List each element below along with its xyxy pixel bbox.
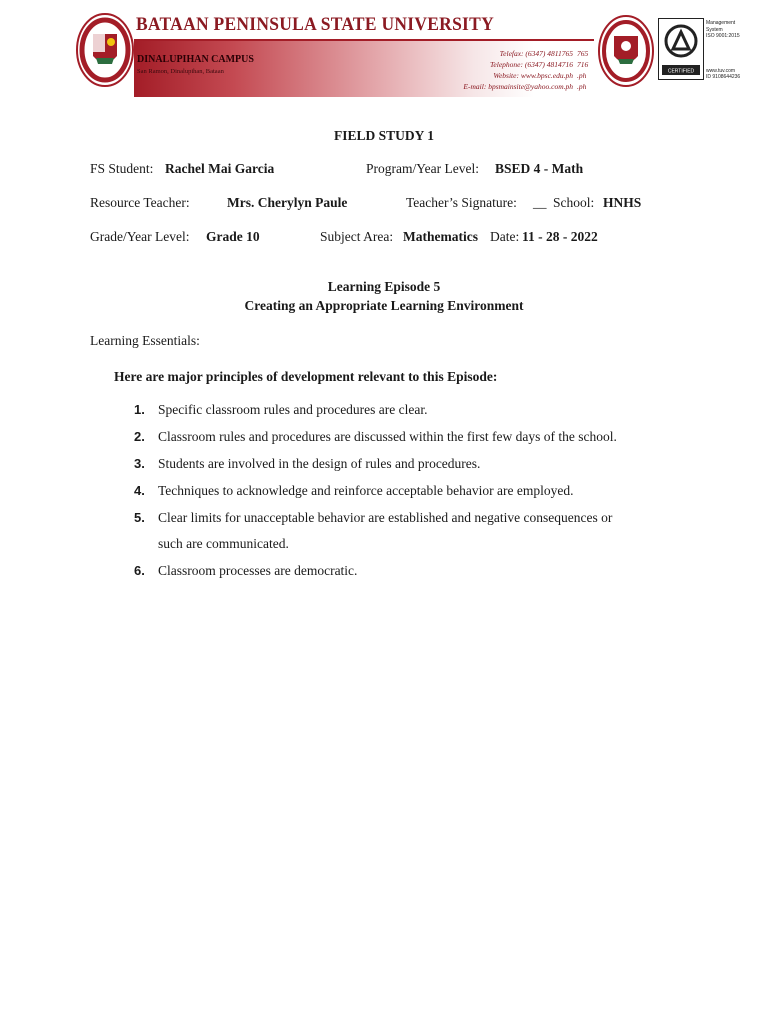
grade-value: Grade 10: [206, 229, 260, 244]
signature-value: __: [533, 195, 547, 210]
list-number: 6.: [134, 563, 145, 578]
list-number: 4.: [134, 483, 145, 498]
iso-cert-text: Management System ISO 9001:2015 www.tuv.com ID 9108644236: [706, 20, 741, 80]
letterhead: [74, 10, 750, 98]
program-label: Program/Year Level:: [366, 161, 479, 176]
contact-fragments: [577, 48, 588, 92]
campus-address: San Ramon, Dinalupihan, Bataan: [137, 68, 224, 75]
date-value: 11 - 28 - 2022: [522, 229, 598, 244]
date-label: Date:: [490, 229, 520, 244]
school-value: HNHS: [603, 195, 642, 210]
contact-email: E-mail: bpsmainsite@yahoo.com.ph: [463, 82, 573, 91]
contact-fragment: 716: [577, 60, 589, 69]
contact-website: Website: www.bpsc.edu.ph: [493, 71, 573, 80]
resource-teacher-value: Mrs. Cherylyn Paule: [227, 195, 348, 210]
campus-name: DINALUPIHAN CAMPUS: [137, 54, 254, 65]
grade-label: Grade/Year Level:: [90, 229, 190, 244]
list-text: Specific classroom rules and procedures are clear.: [158, 402, 428, 417]
document-title: FIELD STUDY 1: [333, 128, 435, 143]
university-seal-icon: [76, 12, 134, 88]
program-value: BSED 4 - Math: [495, 161, 584, 176]
principles-heading: Here are major principles of development relevant to this Episode:: [114, 369, 498, 384]
episode-title: Learning Episode 5: [327, 279, 441, 294]
resource-teacher-label: Resource Teacher:: [90, 195, 190, 210]
essentials-label: Learning Essentials:: [90, 333, 200, 348]
subject-value: Mathematics: [403, 229, 478, 244]
list-text: Techniques to acknowledge and reinforce acceptable behavior are employed.: [158, 483, 574, 498]
list-text: Classroom processes are democratic.: [158, 563, 358, 578]
list-text: Classroom rules and procedures are discussed within the first few days of the school.: [158, 429, 617, 444]
list-text: Students are involved in the design of rules and procedures.: [158, 456, 481, 471]
university-name: BATAAN PENINSULA STATE UNIVERSITY: [136, 14, 494, 35]
subject-label: Subject Area:: [320, 229, 394, 244]
contact-fragment: .ph: [577, 82, 587, 91]
list-number: 1.: [134, 402, 145, 417]
list-text-continuation: such are communicated.: [158, 536, 289, 551]
contact-telefax: Telefax: (6347) 4811765: [499, 49, 573, 58]
iso-certification: [658, 18, 748, 80]
tuv-certified-text: CERTIFIED: [667, 68, 695, 75]
contact-info: [419, 48, 573, 92]
school-label: School:: [553, 195, 595, 210]
campus-seal-icon: [598, 14, 654, 88]
contact-fragment: 765: [577, 49, 589, 58]
contact-telephone: Telephone: (6347) 4814716: [489, 60, 573, 69]
contact-fragment: .ph: [577, 71, 587, 80]
list-number: 2.: [134, 429, 145, 444]
fs-student-label: FS Student:: [90, 161, 154, 176]
list-number: 5.: [134, 510, 145, 525]
signature-label: Teacher’s Signature:: [406, 195, 517, 210]
fs-student-value: Rachel Mai Garcia: [165, 161, 275, 176]
letterhead-divider: [134, 39, 594, 41]
tuv-certified-badge: [658, 18, 704, 80]
tuv-logo-icon: [659, 19, 703, 79]
list-number: 3.: [134, 456, 145, 471]
list-text: Clear limits for unacceptable behavior are established and negative consequences or: [158, 510, 613, 525]
episode-subtitle: Creating an Appropriate Learning Environment: [244, 298, 524, 313]
